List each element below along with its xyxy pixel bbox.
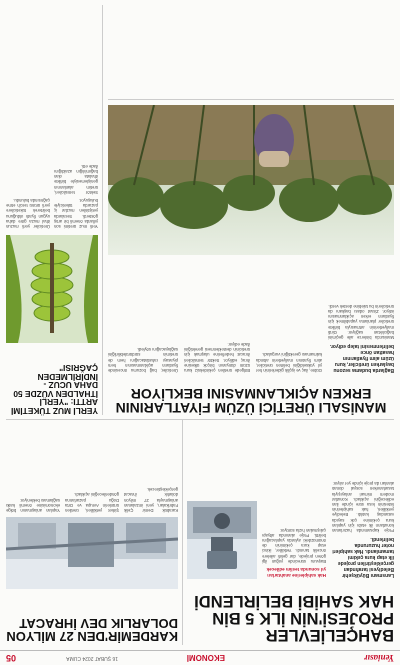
- grape-body-1: Manisa'da binlerce aile geçimini bağcılıktan sağlıyor. Girdi maliyetlerinin artmasıyla birlikte üreticiler planlama yapabilmek için fiyatların erken açıklanmasını istiyor. Ziraat odası başkanı da üreticilerin bu talebine destek verdi.: [328, 303, 394, 340]
- main-story-column-1: [332, 481, 394, 578]
- page-number: 05: [6, 653, 17, 663]
- grape-body-2: Gübre, ilaç ve işçilik giderlerinin her yıl yükseldiğini belirten üreticiler, alım fiyatının maliyetlerin altında kalmaması gerektiğini vurguladı.: [256, 352, 322, 373]
- export-body-1: Karabük Demir Çelik Fabrikaları, yeni imzalanan anlaşmayla 27 milyon dolarlık ihracat gerçekleştirecek.: [124, 487, 178, 513]
- section-title: EKONOMİ: [186, 653, 225, 663]
- grape-body-3: Bölgede üretilen çekirdeksiz kuru üzüm dünyanın birçok ülkesine ihraç ediliyor. Sektör temsilcileri ihracat hedeflerine ulaşmak için üreticinin desteklenmesi gerektiğini ifade ediyor.: [184, 341, 250, 373]
- factory-photo: [6, 517, 178, 589]
- export-story: [6, 617, 178, 644]
- banana-story: [6, 364, 98, 415]
- grape-headline: MANİSALI ÜRETİCİ ÜZÜM FİYATLARININ ERKEN AÇIKLANMASINI BEKLİYOR: [115, 385, 387, 416]
- banana-photo: [6, 235, 98, 343]
- vineyard-photo: [108, 105, 394, 255]
- banana-body-1: Yerli muz üretimi son yıllarda önemli bir artış gösterdi. Seralarda yetiştirilen muzlar iç pazarda tüketiciyle buluşuyor.: [54, 197, 98, 229]
- grape-body-4: Üreticiler, bağ bozumu öncesinde fiyatların açıklanmasının hem piyasayı rahatlatacağını hem de üretimin sürdürülebilirliğini sağlayacağını söyledi.: [108, 347, 178, 373]
- newspaper-logo: Yeniasır: [363, 653, 394, 663]
- issue-date: 16 ŞUBAT 2024 CUMA: [66, 655, 118, 661]
- banana-column-2: [6, 198, 50, 229]
- export-column-3: [6, 497, 60, 513]
- export-body-2: Şirket yetkilileri, üretilen ürünlerin Avrupa ve Orta Doğu pazarlarına gönderileceğini açıkladı.: [65, 492, 119, 513]
- grape-column-4: [108, 347, 178, 373]
- housing-photo: [187, 501, 257, 579]
- main-body-2: Başvuru sürecinde yoğun ilgi gören projede, dar gelirli ailelere öncelik tanındı. Yetkililer, ikinci etap kura çekiminin de önümüzdeki aylarda yapılacağını belirtti. Proje alanında altyapı çalışmaları hızla sürüyor.: [262, 527, 326, 564]
- main-story: [189, 593, 394, 643]
- grape-column-2: [256, 352, 322, 373]
- banana-headline: YERLİ MUZ TÜKETİMİ ARTTI: "YERLİ İTHALDEN VÜZDE 50 DAHA UCUZ - İNDİRİLMEDEN ÇAĞRISI": [10, 363, 98, 416]
- grape-story: [108, 386, 394, 415]
- grape-column-1: [328, 304, 394, 373]
- export-column-1: [124, 487, 178, 513]
- main-lead: Lansmanı Büyükşehir Belediyesi tarafından gerçekleştirilen projede ilk etap kura çekimi tamamlandı. Hak sahipleri noter huzurunda belirlendi.: [332, 536, 394, 578]
- main-headline: BAHÇELİEVLER PROJESİ'NİN İLK 5 BİN HAK SAHİBİ BELİRLENDİ: [194, 592, 394, 644]
- banana-body-2: Üreticiler yerli muzun ithal muza göre daha uygun fiyatlı olduğunu belirterek tüketicilere yerli ürünü tercih etme çağrısında bulundu.: [6, 197, 50, 229]
- banana-column-1: [54, 164, 98, 229]
- export-column-2: [65, 492, 119, 513]
- grape-column-3: [184, 342, 250, 373]
- grape-lead: Bağlarda budama sezonu başlarken üreticiler, kuru üzüm alım fiyatlarının hasattan önce belirlenmesini talep ediyor.: [329, 343, 394, 373]
- main-story-column-2: [262, 527, 326, 578]
- main-pullquote: Hak sahiplerine anahtarları yıl sonunda teslim edilecek: [266, 567, 326, 578]
- export-headline: KARDEMİR'DEN 27 MİLYON DOLARLIK DEV İHRACAT: [6, 615, 178, 644]
- main-body-1: Proje kapsamında hazırlanan konutların ilk etabı için yapılan kura çekimine çok sayıda vatandaş katıldı. Belediye yetkilileri, hak sahiplerinin listesinin kısa süre içinde ilan edileceğini açıkladı. Konutlar modern mimari anlayışıyla tasarlanırken sosyal donatı alanları da proje içinde yer alıyor.: [332, 481, 394, 533]
- masthead: [0, 650, 400, 665]
- export-body-3: Yapılan anlaşmanın bölge ekonomisine önemli katkı sağlaması bekleniyor.: [6, 497, 60, 513]
- banana-body-3: Sektör temsilcileri, üretim alanlarının genişlemesiyle birlikte ithalata olan bağımlılığın azaldığını ifade etti.: [54, 163, 98, 195]
